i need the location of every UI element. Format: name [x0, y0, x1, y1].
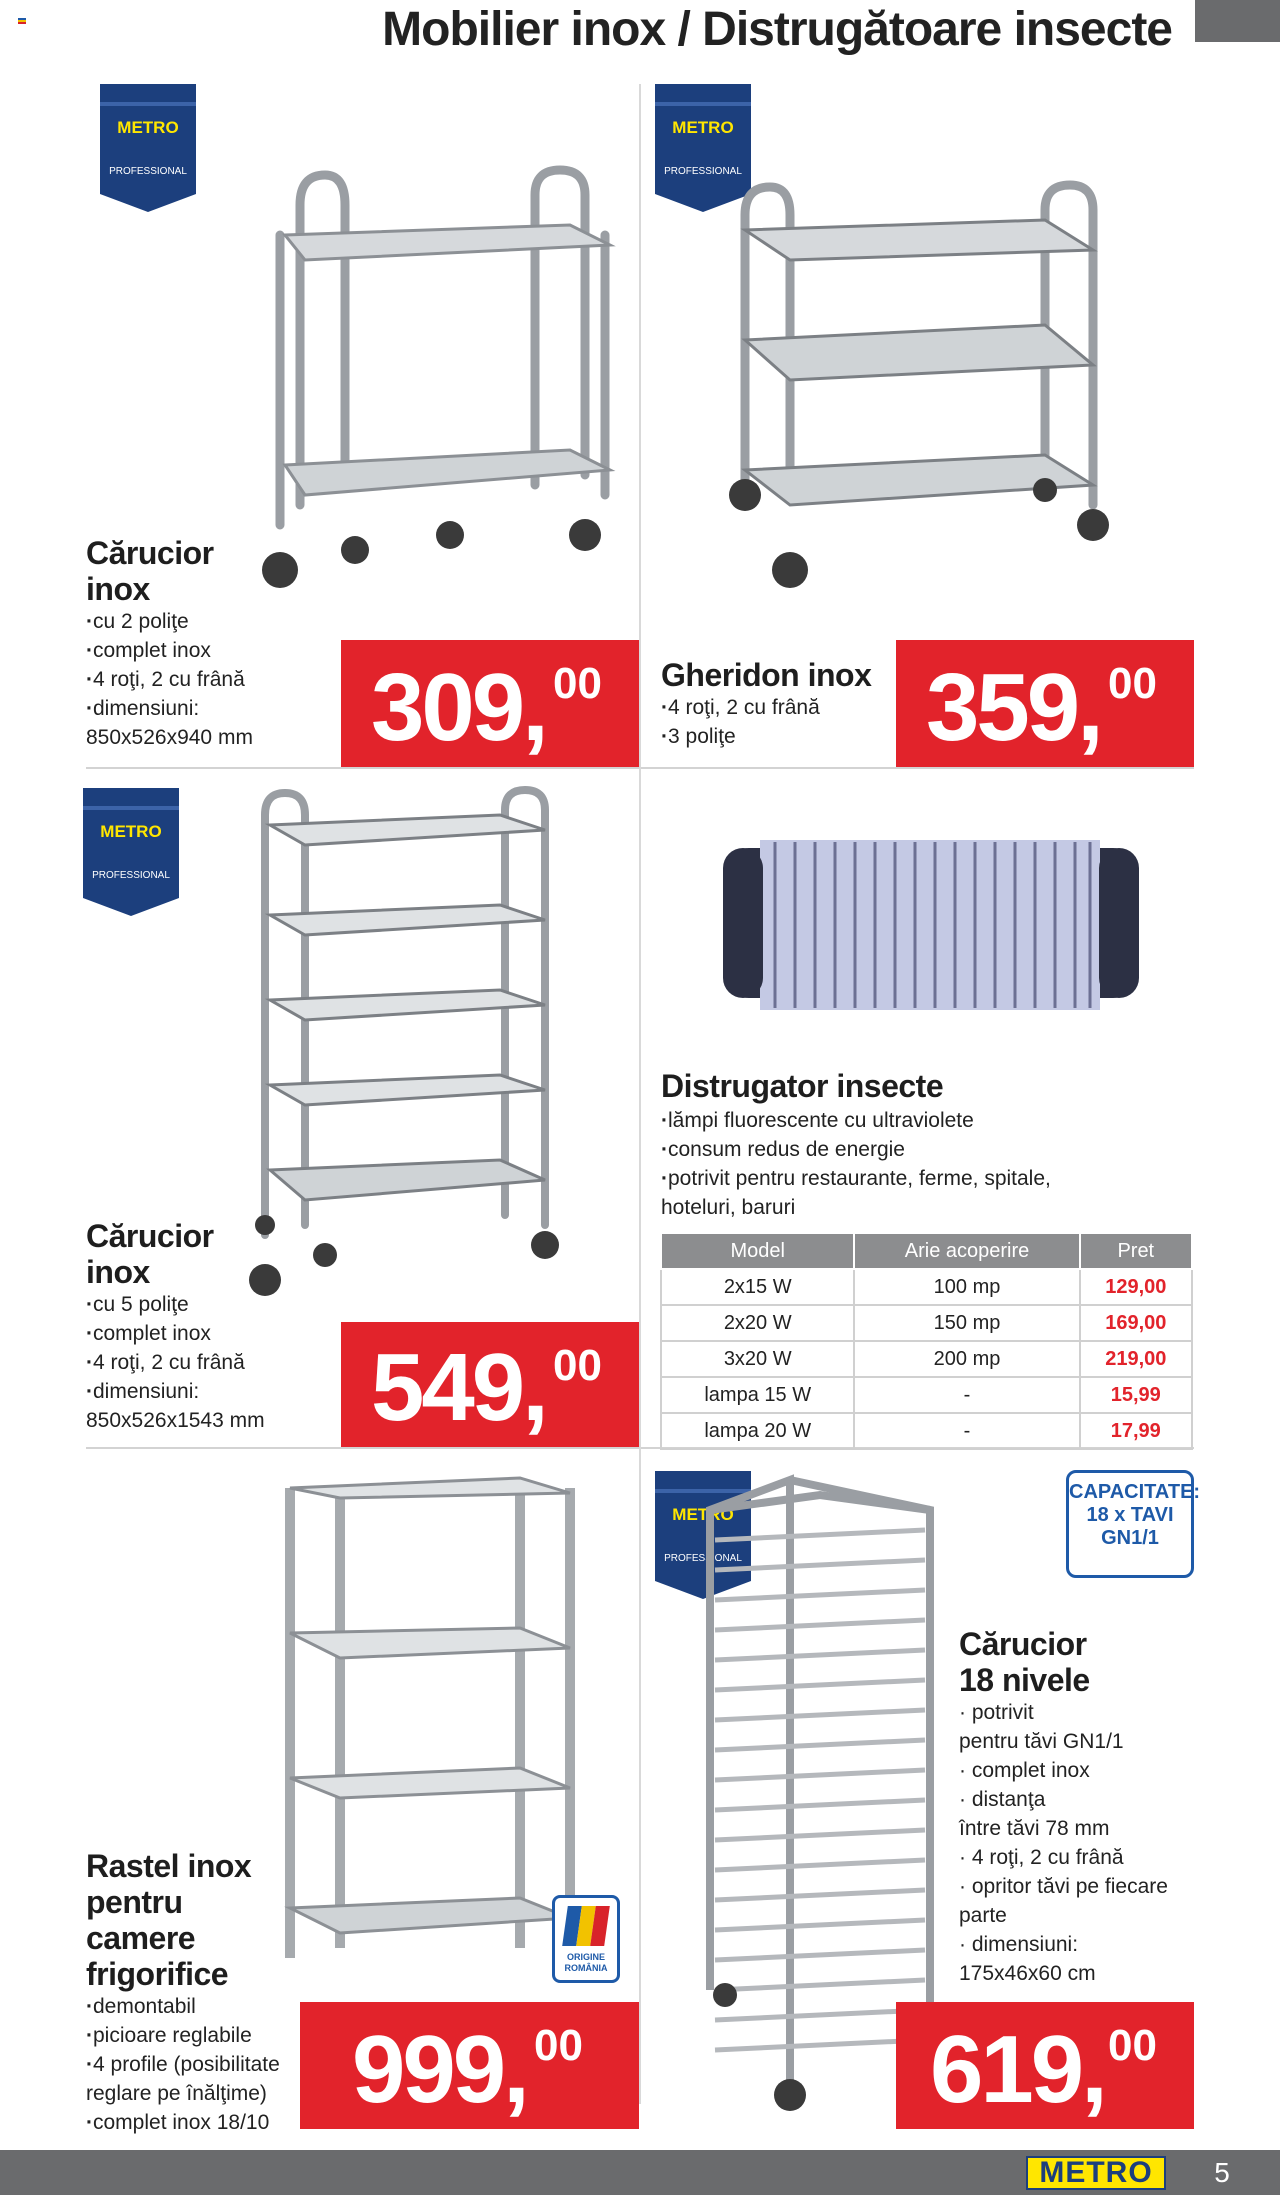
badge-metro-label: METRO: [100, 822, 162, 841]
feature-line: · potrivit: [959, 1701, 1034, 1724]
table-cell: -: [854, 1413, 1079, 1449]
price-decimals: 00: [1108, 659, 1157, 708]
badge-professional-label: PROFESSIONAL: [664, 166, 742, 177]
price-integer: 549,: [371, 1334, 546, 1441]
table-row: [661, 1305, 1192, 1341]
table-cell-price: 15,99: [1080, 1377, 1192, 1413]
product-features: [86, 607, 253, 752]
footer-bar: [0, 2150, 1280, 2195]
feature-item: · 4 roţi, 2 cu frână: [661, 693, 820, 722]
product-features: [86, 1290, 265, 1435]
product-features: [661, 1106, 1051, 1222]
table-header-row: [661, 1233, 1192, 1269]
table-cell-price: 17,99: [1080, 1413, 1192, 1449]
column-divider: [639, 84, 641, 2104]
metro-logo: METRO: [1026, 2156, 1166, 2190]
table-header-cell: Arie acoperire: [854, 1233, 1079, 1269]
feature-item: · complet inox: [86, 636, 253, 665]
table-header-cell: Pret: [1080, 1233, 1192, 1269]
price-integer: 999,: [352, 2016, 527, 2123]
badge-metro-label: METRO: [672, 118, 734, 137]
price-decimals: 00: [1108, 2021, 1157, 2070]
feature-item: · dimensiuni:: [86, 694, 253, 723]
table-cell: -: [854, 1377, 1079, 1413]
feature-continuation: reglare pe înălţime): [86, 2082, 267, 2105]
product-features: [661, 693, 820, 751]
badge-professional-label: PROFESSIONAL: [664, 1553, 742, 1564]
product-title: Gheridon inox: [661, 657, 872, 693]
origin-romania-badge: ORIGINE ROMÂNIA: [552, 1895, 620, 1983]
metro-professional-badge: [100, 84, 196, 212]
feature-continuation: 850x526x1543 mm: [86, 1409, 265, 1432]
page-title: Mobilier inox / Distrugătoare insecte: [382, 3, 1172, 56]
feature-continuation: 850x526x940 mm: [86, 726, 253, 749]
header-corner-bar: [1195, 0, 1280, 42]
product-features: [86, 1992, 280, 2137]
feature-item: · 4 roţi, 2 cu frână: [86, 665, 253, 694]
feature-line: · dimensiuni:: [959, 1933, 1079, 1956]
feature-line: între tăvi 78 mm: [959, 1817, 1110, 1840]
feature-line: 175x46x60 cm: [959, 1962, 1096, 1985]
feature-item: · 3 poliţe: [661, 722, 820, 751]
feature-item: · cu 2 poliţe: [86, 607, 253, 636]
badge-professional-label: PROFESSIONAL: [92, 870, 170, 881]
table-cell: lampa 20 W: [661, 1413, 854, 1449]
badge-metro-label: METRO: [672, 1505, 734, 1524]
feature-item: · consum redus de energie: [661, 1135, 1051, 1164]
price-tag: [896, 640, 1194, 767]
table-cell: 200 mp: [854, 1341, 1079, 1377]
table-cell: 3x20 W: [661, 1341, 854, 1377]
feature-item: · lămpi fluorescente cu ultraviolete: [661, 1106, 1051, 1135]
price-tag: [300, 2002, 639, 2129]
table-header-cell: Model: [661, 1233, 854, 1269]
feature-item: · potrivit pentru restaurante, ferme, spitale,: [661, 1164, 1051, 1193]
feature-continuation: hoteluri, baruri: [661, 1196, 796, 1219]
table-cell-price: 129,00: [1080, 1269, 1192, 1305]
table-cell: lampa 15 W: [661, 1377, 854, 1413]
feature-line: · 4 roţi, 2 cu frână: [959, 1846, 1124, 1869]
badge-professional-label: PROFESSIONAL: [109, 166, 187, 177]
price-integer: 309,: [371, 654, 546, 761]
price-integer: 619,: [930, 2016, 1105, 2123]
product-title: Rastel inox pentru camere frigorifice: [86, 1848, 252, 1992]
table-row: [661, 1413, 1192, 1449]
feature-item: · 4 profile (posibilitate: [86, 2050, 280, 2079]
feature-line: pentru tăvi GN1/1: [959, 1730, 1124, 1753]
table-row: [661, 1269, 1192, 1305]
section-divider: [86, 1447, 639, 1449]
gheridon-3-shelves-image: [715, 175, 1135, 595]
capacity-badge: CAPACITATE: 18 x TAVI GN1/1: [1066, 1470, 1194, 1578]
table-row: [661, 1377, 1192, 1413]
price-decimals: 00: [553, 659, 602, 708]
feature-line: · opritor tăvi pe fiecare: [959, 1875, 1168, 1898]
product-title: Cărucior inox: [86, 1218, 214, 1290]
feature-line: · distanţa: [959, 1788, 1046, 1811]
price-decimals: 00: [553, 1341, 602, 1390]
feature-item: · complet inox: [86, 1319, 265, 1348]
feature-item: · cu 5 poliţe: [86, 1290, 265, 1319]
feature-item: · picioare reglabile: [86, 2021, 280, 2050]
feature-line: · complet inox: [959, 1759, 1090, 1782]
section-divider: [86, 767, 639, 769]
price-decimals: 00: [534, 2021, 583, 2070]
table-row: [661, 1341, 1192, 1377]
price-tag: [341, 640, 639, 767]
feature-item: · demontabil: [86, 1992, 280, 2021]
price-tag: [896, 2002, 1194, 2129]
product-title: Cărucior 18 nivele: [959, 1626, 1090, 1698]
insect-killer-image: [715, 830, 1147, 1030]
feature-item: · complet inox 18/10: [86, 2108, 280, 2137]
insect-killer-spec-table: [660, 1232, 1193, 1450]
feature-line: parte: [959, 1904, 1007, 1927]
trolley-5-shelves-image: [245, 785, 575, 1300]
badge-metro-label: METRO: [117, 118, 179, 137]
price-integer: 359,: [926, 654, 1101, 761]
table-cell: 100 mp: [854, 1269, 1079, 1305]
table-cell: 150 mp: [854, 1305, 1079, 1341]
product-title: Cărucior inox: [86, 535, 214, 607]
trolley-2-shelves-image: [250, 165, 620, 595]
price-tag: [341, 1322, 639, 1447]
product-features: [959, 1698, 1168, 1988]
page-number: 5: [1214, 2157, 1230, 2188]
table-cell-price: 169,00: [1080, 1305, 1192, 1341]
table-cell: 2x15 W: [661, 1269, 854, 1305]
feature-item: · 4 roţi, 2 cu frână: [86, 1348, 265, 1377]
table-cell-price: 219,00: [1080, 1341, 1192, 1377]
product-title: Distrugator insecte: [661, 1068, 944, 1104]
table-cell: 2x20 W: [661, 1305, 854, 1341]
rack-4-shelves-image: [280, 1468, 580, 1968]
metro-professional-badge: [83, 788, 179, 916]
section-divider: [641, 767, 1194, 769]
feature-item: · dimensiuni:: [86, 1377, 265, 1406]
